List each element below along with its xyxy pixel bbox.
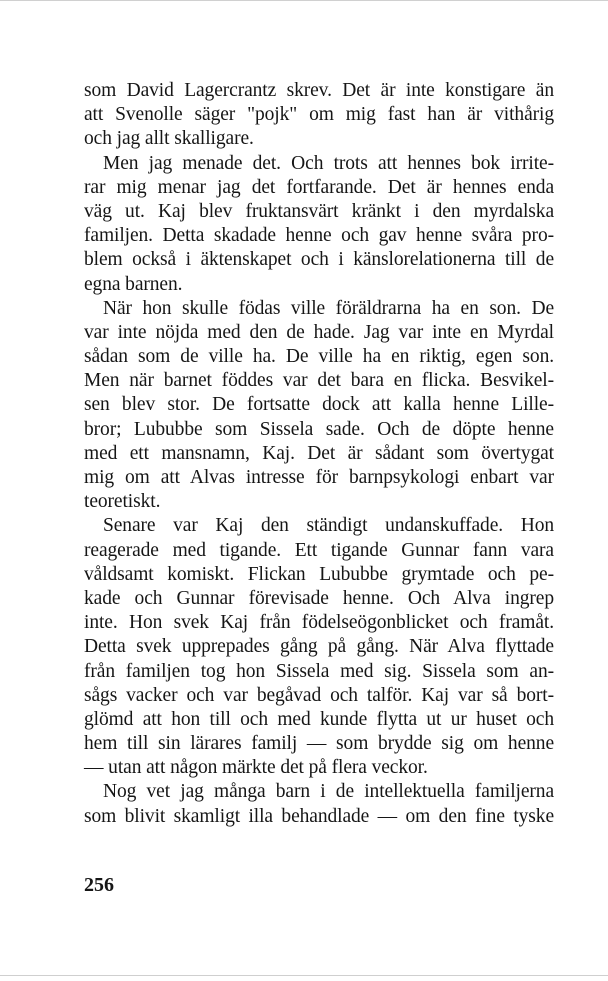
text-line: från familjen tog hon Sissela med sig. Sissela som an-	[84, 660, 554, 682]
text-line: väg ut. Kaj blev fruktansvärt kränkt i den myrdalska	[84, 200, 554, 222]
text-line: bror; Lububbe som Sissela sade. Och de döpte henne	[84, 418, 554, 440]
text-line: kade och Gunnar förevisade henne. Och Alva ingrep	[84, 587, 554, 609]
text-line: Detta svek upprepades gång på gång. När Alva flyttade	[84, 636, 554, 658]
text-line: inte. Hon svek Kaj från födelseögonblicket och framåt.	[84, 612, 554, 634]
text-line: — utan att någon märkte det på flera veckor.	[84, 757, 428, 779]
text-line: teoretiskt.	[84, 491, 161, 513]
text-line: mig om att Alvas intresse för barnpsykologi enbart var	[84, 467, 554, 488]
top-edge-rule	[0, 0, 608, 1]
text-line: När hon skulle födas ville föräldrarna ha en son. De	[103, 297, 554, 319]
text-line: som David Lagercrantz skrev. Det är inte konstigare än	[84, 80, 554, 101]
text-line: Senare var Kaj den ständigt undanskuffade. Hon	[103, 515, 554, 537]
text-line: och jag allt skalligare.	[84, 128, 254, 150]
text-line: Nog vet jag många barn i de intellektuella familjerna	[103, 781, 554, 803]
text-line: var inte nöjda med den de hade. Jag var inte en Myrdal	[84, 321, 554, 343]
text-line: våldsamt komiskt. Flickan Lububbe grymtade och pe-	[84, 563, 554, 585]
text-line: att Svenolle säger "pojk" om mig fast han är vithårig	[84, 104, 554, 126]
text-line: reagerade med tigande. Ett tigande Gunnar fann vara	[84, 539, 554, 561]
text-line: sådan som de ville ha. De ville ha en riktig, egen son.	[84, 346, 554, 368]
text-line: familjen. Detta skadade henne och gav henne svåra pro-	[84, 225, 554, 247]
text-line: Men när barnet föddes var det bara en flicka. Besvikel-	[84, 370, 554, 392]
text-line: rar mig menar jag det fortfarande. Det är hennes enda	[84, 176, 554, 198]
page-number: 256	[84, 874, 114, 896]
text-line: egna barnen.	[84, 273, 183, 295]
text-line: sen blev stor. De fortsatte dock att kalla henne Lille-	[84, 394, 554, 416]
text-line: med ett mansnamn, Kaj. Det är sådant som övertygat	[84, 442, 554, 464]
body-text	[84, 79, 554, 829]
text-line: som blivit skamligt illa behandlade — om den fine tyske	[84, 805, 554, 827]
text-line: Men jag menade det. Och trots att hennes bok irrite-	[103, 152, 554, 174]
text-line: glömd att hon till och med kunde flytta ut ur huset och	[84, 708, 554, 730]
text-line: hem till sin lärares familj — som brydde sig om henne	[84, 733, 554, 755]
text-line: sågs vacker och var begåvad och talför. Kaj var så bort-	[84, 684, 554, 706]
text-line: blem också i äktenskapet och i känslorelationerna till de	[84, 249, 554, 271]
bottom-edge-rule	[0, 975, 608, 976]
